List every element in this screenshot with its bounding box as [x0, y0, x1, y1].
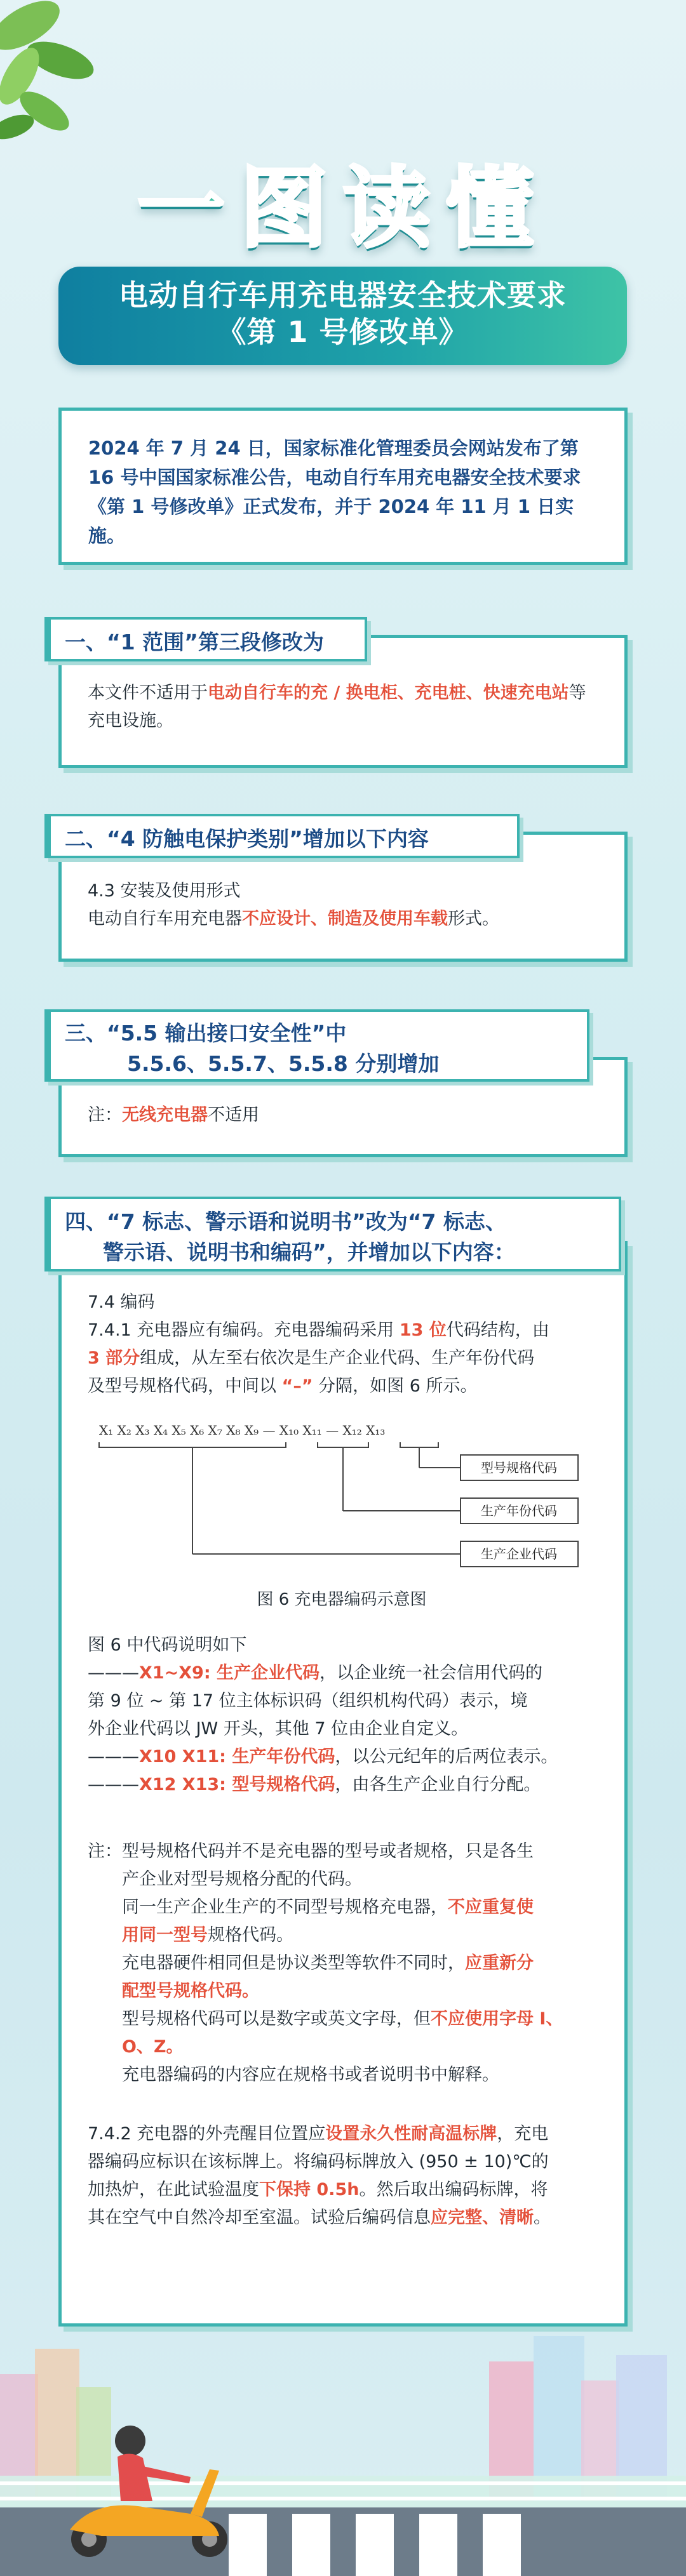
section-4-body	[88, 1289, 609, 1400]
bracket-company	[99, 1442, 286, 1447]
bracket-model	[400, 1442, 438, 1447]
note-line-3: 同一生产企业生产的不同型号规格充电器，不应重复使	[122, 1897, 534, 1917]
desc-item-1: ———X1~X9: 生产企业代码，以企业统一社会信用代码的 第 9 位 ~ 第 17 位主体标识码（组织机构代码）表示，境 外企业代码以 JW 开头，其他 7 位由企业自定义。	[88, 1663, 543, 1739]
note-line-5: 充电器硬件相同但是协议类型等软件不同时，应重新分	[122, 1953, 534, 1973]
diagram-caption: 图 6 充电器编码示意图	[257, 1590, 427, 1609]
section-2-line-2: 电动自行车用充电器不应设计、制造及使用车载形式。	[88, 909, 499, 929]
label-company-code: 生产企业代码	[481, 1546, 557, 1562]
leaves-decoration	[0, 0, 121, 146]
city-scooter-illustration	[0, 2311, 686, 2576]
section-2-text	[88, 877, 596, 933]
bracket-year	[318, 1442, 368, 1447]
desc-title: 图 6 中代码说明如下	[88, 1635, 247, 1655]
note-line-1: 注：型号规格代码并不是充电器的型号或者规格，只是各生	[88, 1842, 534, 1861]
notes-block	[88, 1838, 609, 2089]
encoding-diagram	[95, 1416, 591, 1581]
desc-item-2: ———X10 X11: 生产年份代码，以公元纪年的后两位表示。	[88, 1747, 558, 1767]
section-3-heading: 三、“5.5 输出接口安全性”中 5.5.6、5.5.7、5.5.8 分别增加	[44, 1009, 589, 1082]
para-7-4-2: 7.4.2 充电器的外壳醒目位置应设置永久性耐高温标牌，充电 器编码应标识在该标牌上。将编码标牌放入 (950 ± 10)℃的 加热炉，在此试验温度下保持 0.5h。然后取出编码标牌，将 其在空气中自然冷却至室温。试验后编码信息应完整、清晰。	[88, 2124, 551, 2227]
label-model-code: 型号规格代码	[481, 1460, 557, 1475]
intro-box	[58, 408, 628, 565]
section-1-heading: 一、“1 范围”第三段修改为	[44, 617, 367, 661]
heading-accent-bar	[44, 814, 51, 858]
note-line-7: 型号规格代码可以是数字或英文字母，但不应使用字母 I、	[122, 2009, 563, 2029]
section-1-text: 本文件不适用于电动自行车的充 / 换电柜、充电桩、快速充电站等充电设施。	[88, 683, 586, 731]
heading-accent-bar	[44, 1009, 51, 1082]
heading-accent-bar	[44, 1197, 51, 1271]
code-description	[88, 1631, 609, 1799]
note-line-6: 配型号规格代码。	[122, 1981, 259, 2001]
note-line-9: 充电器编码的内容应在规格书或者说明书中解释。	[122, 2065, 499, 2085]
section-3-text: 注：无线充电器不适用	[88, 1105, 259, 1125]
desc-item-3: ———X12 X13: 型号规格代码，由各生产企业自行分配。	[88, 1775, 541, 1795]
banner-line-1: 电动自行车用充电器安全技术要求	[119, 278, 567, 312]
note-line-8: O、Z。	[122, 2037, 184, 2057]
para-7-4-1: 7.4.1 充电器应有编码。充电器编码采用 13 位代码结构，由 3 部分组成，从左至右依次是生产企业代码、生产年份代码 及型号规格代码，中间以 “–” 分隔，如图 6 所示。	[88, 1320, 549, 1396]
code-sequence: X₁ X₂ X₃ X₄ X₅ X₆ X₇ X₈ X₉ — X₁₀ X₁₁ — X₁₂ X₁₃	[99, 1423, 386, 1438]
note-line-4: 用同一型号规格代码。	[122, 1925, 293, 1945]
section-2-heading: 二、“4 防触电保护类别”增加以下内容	[44, 814, 520, 858]
subsection-7-4: 7.4 编码	[88, 1292, 155, 1312]
section-4-heading: 四、“7 标志、警示语和说明书”改为“7 标志、 警示语、说明书和编码”，并增加以下内容：	[44, 1197, 621, 1271]
label-year-code: 生产年份代码	[481, 1503, 557, 1518]
note-line-2: 产企业对型号规格分配的代码。	[122, 1869, 362, 1889]
heading-accent-bar	[44, 617, 51, 661]
banner-line-2: 《第 1 号修改单》	[217, 315, 469, 349]
intro-text: 2024 年 7 月 24 日，国家标准化管理委员会网站发布了第 16 号中国国家标准公告，电动自行车用充电器安全技术要求《第 1 号修改单》正式发布，并于 2024 年 11 月 1 日实施。	[88, 437, 581, 547]
section-2-line-1: 4.3 安装及使用形式	[88, 881, 241, 901]
page-title: 一图读懂	[137, 157, 549, 260]
subtitle-banner	[58, 267, 627, 365]
